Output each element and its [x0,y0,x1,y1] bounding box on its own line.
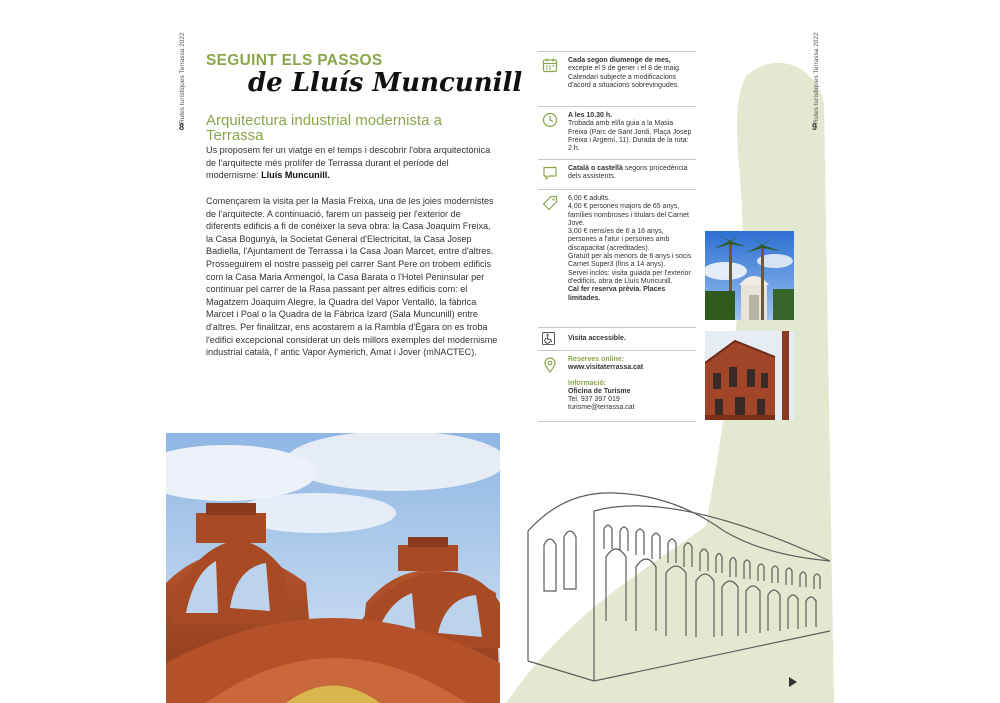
info-language [538,159,696,189]
contact-label: Informació: [568,379,607,387]
info-contact [538,350,696,422]
contact-phone: Tel. 937 397 019 [568,396,620,404]
calendar-icon [542,57,558,73]
route-subtitle: Arquitectura industrial modernista a Terrassa [206,112,442,144]
price-line: 6,00 € adults. [568,195,611,202]
date-text [568,57,694,90]
price-line: Gratuït per als menors de 6 anys i socis Carnet Super3 (fins a 14 anys). [568,253,692,269]
right-page-number: 9 [812,122,818,132]
right-running-header: Rutes turístiques Terrassa 2022 [813,32,820,124]
time-bold: A les 10.30 h. [568,112,613,119]
accessibility-bold: Visita accessible. [568,335,626,342]
contact-text [568,356,694,413]
language-bold: Català o castellà [568,165,623,172]
brick-factory-photo [705,331,794,420]
price-bold: Cal fer reserva prèvia. Places limitades. [568,286,666,302]
next-page-icon[interactable] [789,677,797,687]
brochure-spread [166,16,834,703]
price-tag-icon [542,195,558,211]
price-line: Servei inclòs: visita guiada per l'exterior d'edificis, obra de Lluís Muncunill. [568,269,691,285]
location-pin-icon [542,357,558,373]
left-page-number: 8 [179,122,185,132]
date-bold: Cada segon diumenge de mes, [568,57,671,64]
price-line: 4,00 € persones majors de 65 anys, famílies nombroses i titulars del Carnet Jove. [568,203,689,227]
brick-domes-photo [166,433,500,703]
route-title: de Lluís Muncunill [248,68,523,98]
speech-bubble-icon [542,165,558,181]
accessibility-text [568,335,694,343]
intro-text: Us proposem fer un viatge en el temps i descobrir l'obra arquitectònica de l'arquitecte més prolífer de Terrassa durant el període del modernisme: [206,145,491,181]
info-date [538,51,696,106]
price-text [568,195,694,303]
contact-email[interactable]: turisme@terrassa.cat [568,404,635,412]
factory-line-illustration [524,471,834,703]
reservations-label: Reserves online: [568,356,625,363]
intro-bold: Lluís Muncunill. [261,170,330,181]
date-detail: excepte el 9 de gener i el 8 de maig. Calendari subjecte a modificacions d'acord a situacions sobrevingudes. [568,65,681,89]
route-kicker: SEGUINT ELS PASSOS [206,52,383,69]
wheelchair-icon [542,332,555,345]
language-detail: segons procedència dels assistents. [568,165,688,181]
contact-name: Oficina de Turisme [568,387,631,395]
masia-freixa-photo [705,231,794,320]
language-text [568,165,694,182]
intro-paragraph [206,144,496,182]
body-paragraph: Començarem la visita per la Masia Freixa, una de les joies modernistes de l'arquitecte. A continuació, farem un passeig per l'exterior de diferents edificis a fi de conèixer la seva obra: la Casa Joaquim Freixa, la Casa Bogunyà, la Societat General d'Electricitat, la Casa Josep Badiella, l'Ajuntament de Terrassa i la Casa Joan Marcet, entre d'altres. Prosseguirem el nostre passeig pel carrer Sant Pere on trobem edificis com la Casa Maria Armengol, la Casa Barata o l'Hotel Peninsular per continuar pel carrer de la Rasa passant per altres edificis com: el Magatzem Joaquim Alegre, la Quadra del Vapor Ventalló, la fàbrica Marcet i Poal o la Quadra de la Fàbrica Izard (Sala Muncunill) entre d'altres. Per finalitzar, ens acostarem a la Rambla d'Ègara on es troba l'edifici excepcional considerat un dels millors exemples del modernisme industrial català, l' antic Vapor Aymerich, Amat i Jover (mNACTEC). [206,196,498,358]
time-detail: Trobada amb el/la guia a la Masia Freixa (Parc de Sant Jordi, Plaça Josep Freixa i Argemí, 11). Durada de la ruta: 2 h. [568,120,692,153]
reservations-link[interactable]: www.visitaterrassa.cat [568,364,644,372]
info-price [538,189,696,327]
info-accessibility [538,327,696,350]
clock-icon [542,112,558,128]
price-line: 3,00 € nens/es de 6 a 16 anys, persones a l'atur i persones amb discapacitat (acreditades). [568,228,670,252]
left-running-header: Rutes turístiques Terrassa 2022 [179,32,186,124]
time-text [568,112,694,153]
info-time [538,106,696,159]
